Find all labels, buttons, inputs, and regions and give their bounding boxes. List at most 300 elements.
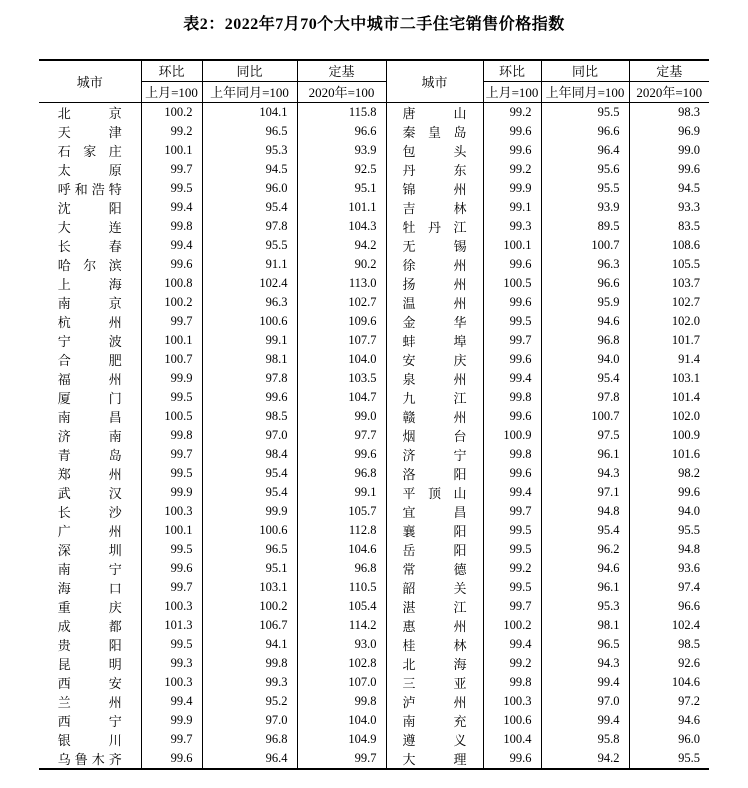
city-cell: [39, 464, 141, 483]
city-cell: [39, 616, 141, 635]
mom-value: 99.7: [483, 597, 541, 616]
fixedbase-value: 107.7: [297, 331, 386, 350]
yoy-value: 106.7: [202, 616, 297, 635]
city-cell: [386, 673, 483, 692]
yoy-value: 96.6: [541, 274, 629, 293]
fixedbase-value: 105.4: [297, 597, 386, 616]
yoy-value: 99.9: [202, 502, 297, 521]
city-name: 洛阳: [402, 466, 467, 482]
city-name: 广州: [57, 523, 122, 539]
city-name: 无锡: [402, 238, 467, 254]
city-name: 天津: [57, 124, 122, 140]
city-cell: [39, 711, 141, 730]
mom-value: 99.4: [141, 198, 202, 217]
fixedbase-value: 95.5: [629, 749, 709, 769]
city-cell: [39, 122, 141, 141]
fixedbase-value: 94.2: [297, 236, 386, 255]
yoy-value: 96.8: [202, 730, 297, 749]
city-cell: [39, 730, 141, 749]
table-row: [39, 141, 709, 160]
yoy-value: 97.0: [202, 426, 297, 445]
mom-value: 99.8: [141, 217, 202, 236]
city-name: 长春: [57, 238, 122, 254]
city-name: 哈尔滨: [57, 257, 122, 273]
table-row: [39, 559, 709, 578]
yoy-value: 95.4: [202, 464, 297, 483]
city-name: 昆明: [57, 656, 122, 672]
city-cell: [386, 464, 483, 483]
city-cell: [39, 198, 141, 217]
mom-value: 100.6: [483, 711, 541, 730]
mom-value: 100.2: [483, 616, 541, 635]
yoy-value: 96.1: [541, 578, 629, 597]
mom-value: 99.4: [141, 692, 202, 711]
yoy-value: 99.3: [202, 673, 297, 692]
city-name: 福州: [57, 371, 122, 387]
city-cell: [39, 217, 141, 236]
city-cell: [39, 369, 141, 388]
city-name: 宁波: [57, 333, 122, 349]
mom-value: 99.9: [141, 483, 202, 502]
mom-value: 99.4: [483, 635, 541, 654]
yoy-value: 96.1: [541, 445, 629, 464]
city-cell: [39, 578, 141, 597]
mom-value: 99.6: [483, 407, 541, 426]
city-name: 三亚: [402, 675, 467, 691]
mom-value: 99.8: [483, 388, 541, 407]
city-cell: [386, 483, 483, 502]
mom-value: 99.7: [141, 730, 202, 749]
city-name: 海口: [57, 580, 122, 596]
city-name: 沈阳: [57, 200, 122, 216]
city-cell: [386, 312, 483, 331]
fixedbase-value: 104.6: [629, 673, 709, 692]
table-row: [39, 673, 709, 692]
city-name: 西宁: [57, 713, 122, 729]
mom-value: 99.4: [483, 483, 541, 502]
fixedbase-value: 98.2: [629, 464, 709, 483]
city-cell: [386, 730, 483, 749]
fixedbase-value: 102.0: [629, 407, 709, 426]
mom-value: 99.7: [483, 331, 541, 350]
yoy-value: 96.3: [541, 255, 629, 274]
city-name: 温州: [402, 295, 467, 311]
fixedbase-value: 107.0: [297, 673, 386, 692]
mom-value: 99.5: [483, 578, 541, 597]
fixedbase-value: 92.6: [629, 654, 709, 673]
table-row: [39, 483, 709, 502]
fixedbase-value: 90.2: [297, 255, 386, 274]
fixedbase-value: 105.7: [297, 502, 386, 521]
city-name: 扬州: [402, 276, 467, 292]
city-cell: [39, 521, 141, 540]
city-cell: [39, 331, 141, 350]
city-cell: [39, 654, 141, 673]
city-name: 赣州: [402, 409, 467, 425]
table-row: [39, 198, 709, 217]
city-name: 北京: [57, 105, 122, 121]
table-row: [39, 635, 709, 654]
subheader-mom-base-right: 上月=100: [483, 81, 541, 102]
table-row: [39, 293, 709, 312]
mom-value: 99.3: [141, 654, 202, 673]
yoy-value: 91.1: [202, 255, 297, 274]
yoy-value: 99.6: [202, 388, 297, 407]
yoy-value: 96.8: [541, 331, 629, 350]
yoy-value: 97.8: [202, 217, 297, 236]
fixedbase-value: 110.5: [297, 578, 386, 597]
fixedbase-value: 93.3: [629, 198, 709, 217]
mom-value: 99.5: [483, 540, 541, 559]
fixedbase-value: 102.4: [629, 616, 709, 635]
column-header-mom-left: 环比: [141, 60, 202, 81]
fixedbase-value: 97.2: [629, 692, 709, 711]
city-name: 重庆: [57, 599, 122, 615]
column-header-city-right: 城市: [386, 60, 483, 102]
fixedbase-value: 100.9: [629, 426, 709, 445]
mom-value: 100.1: [141, 521, 202, 540]
yoy-value: 94.1: [202, 635, 297, 654]
mom-value: 99.6: [483, 255, 541, 274]
yoy-value: 97.8: [541, 388, 629, 407]
table-row: [39, 312, 709, 331]
yoy-value: 100.7: [541, 407, 629, 426]
yoy-value: 95.3: [541, 597, 629, 616]
city-name: 兰州: [57, 694, 122, 710]
city-name: 银川: [57, 732, 122, 748]
subheader-mom-base-left: 上月=100: [141, 81, 202, 102]
city-name: 长沙: [57, 504, 122, 520]
table-row: [39, 597, 709, 616]
fixedbase-value: 95.1: [297, 179, 386, 198]
price-index-table: [39, 59, 709, 770]
table-row: [39, 407, 709, 426]
city-name: 大连: [57, 219, 122, 235]
table-row: [39, 236, 709, 255]
yoy-value: 97.5: [541, 426, 629, 445]
mom-value: 99.6: [141, 255, 202, 274]
table-row: [39, 369, 709, 388]
yoy-value: 96.0: [202, 179, 297, 198]
yoy-value: 100.6: [202, 521, 297, 540]
city-cell: [39, 559, 141, 578]
city-cell: [39, 388, 141, 407]
city-name: 南宁: [57, 561, 122, 577]
mom-value: 99.2: [483, 102, 541, 122]
mom-value: 100.3: [141, 673, 202, 692]
yoy-value: 96.5: [202, 122, 297, 141]
city-cell: [39, 350, 141, 369]
mom-value: 99.5: [141, 635, 202, 654]
city-cell: [39, 673, 141, 692]
fixedbase-value: 108.6: [629, 236, 709, 255]
city-name: 上海: [57, 276, 122, 292]
fixedbase-value: 114.2: [297, 616, 386, 635]
yoy-value: 97.8: [202, 369, 297, 388]
table-row: [39, 160, 709, 179]
yoy-value: 99.4: [541, 673, 629, 692]
mom-value: 100.1: [141, 331, 202, 350]
table-row: [39, 578, 709, 597]
city-name: 济南: [57, 428, 122, 444]
city-cell: [386, 350, 483, 369]
mom-value: 99.3: [483, 217, 541, 236]
fixedbase-value: 94.0: [629, 502, 709, 521]
mom-value: 99.5: [483, 312, 541, 331]
mom-value: 99.6: [141, 749, 202, 769]
fixedbase-value: 94.6: [629, 711, 709, 730]
fixedbase-value: 92.5: [297, 160, 386, 179]
city-name: 南昌: [57, 409, 122, 425]
table-header: [39, 60, 709, 102]
fixedbase-value: 102.7: [297, 293, 386, 312]
city-cell: [39, 445, 141, 464]
fixedbase-value: 109.6: [297, 312, 386, 331]
city-cell: [39, 635, 141, 654]
city-name: 呼和浩特: [57, 181, 122, 197]
yoy-value: 95.5: [202, 236, 297, 255]
city-name: 石家庄: [57, 143, 122, 159]
city-cell: [39, 274, 141, 293]
city-name: 济宁: [402, 447, 467, 463]
yoy-value: 96.4: [202, 749, 297, 769]
fixedbase-value: 104.3: [297, 217, 386, 236]
city-name: 包头: [402, 143, 467, 159]
yoy-value: 95.5: [541, 179, 629, 198]
mom-value: 99.4: [483, 369, 541, 388]
fixedbase-value: 99.0: [629, 141, 709, 160]
yoy-value: 96.6: [541, 122, 629, 141]
city-cell: [386, 141, 483, 160]
city-name: 泉州: [402, 371, 467, 387]
table-row: [39, 255, 709, 274]
fixedbase-value: 93.9: [297, 141, 386, 160]
table-row: [39, 692, 709, 711]
mom-value: 99.5: [141, 179, 202, 198]
city-name: 牡丹江: [402, 219, 467, 235]
table-row: [39, 711, 709, 730]
city-cell: [39, 255, 141, 274]
fixedbase-value: 104.9: [297, 730, 386, 749]
fixedbase-value: 104.6: [297, 540, 386, 559]
city-cell: [386, 749, 483, 769]
table-row: [39, 730, 709, 749]
fixedbase-value: 112.8: [297, 521, 386, 540]
city-cell: [386, 331, 483, 350]
mom-value: 100.1: [483, 236, 541, 255]
table-row: [39, 331, 709, 350]
city-cell: [39, 597, 141, 616]
mom-value: 99.6: [483, 293, 541, 312]
mom-value: 99.1: [483, 198, 541, 217]
mom-value: 99.7: [141, 312, 202, 331]
city-cell: [386, 102, 483, 122]
fixedbase-value: 96.0: [629, 730, 709, 749]
yoy-value: 103.1: [202, 578, 297, 597]
city-cell: [386, 559, 483, 578]
yoy-value: 95.3: [202, 141, 297, 160]
city-cell: [386, 616, 483, 635]
mom-value: 99.5: [141, 388, 202, 407]
fixedbase-value: 98.5: [629, 635, 709, 654]
fixedbase-value: 103.5: [297, 369, 386, 388]
column-header-yoy-right: 同比: [541, 60, 629, 81]
mom-value: 99.6: [483, 749, 541, 769]
yoy-value: 89.5: [541, 217, 629, 236]
city-cell: [386, 578, 483, 597]
city-name: 泸州: [402, 694, 467, 710]
city-cell: [386, 692, 483, 711]
fixedbase-value: 99.8: [297, 692, 386, 711]
mom-value: 100.2: [141, 293, 202, 312]
yoy-value: 94.8: [541, 502, 629, 521]
column-header-fixedbase-right: 定基: [629, 60, 709, 81]
mom-value: 100.4: [483, 730, 541, 749]
table-row: [39, 388, 709, 407]
fixedbase-value: 98.3: [629, 102, 709, 122]
city-cell: [39, 407, 141, 426]
fixedbase-value: 99.6: [297, 445, 386, 464]
yoy-value: 98.1: [202, 350, 297, 369]
city-cell: [39, 502, 141, 521]
city-name: 杭州: [57, 314, 122, 330]
mom-value: 101.3: [141, 616, 202, 635]
city-cell: [386, 255, 483, 274]
city-name: 常德: [402, 561, 467, 577]
table-row: [39, 616, 709, 635]
yoy-value: 95.5: [541, 102, 629, 122]
fixedbase-value: 104.7: [297, 388, 386, 407]
city-name: 徐州: [402, 257, 467, 273]
column-header-yoy-left: 同比: [202, 60, 297, 81]
city-name: 韶关: [402, 580, 467, 596]
column-header-mom-right: 环比: [483, 60, 541, 81]
mom-value: 99.6: [141, 559, 202, 578]
city-name: 厦门: [57, 390, 122, 406]
fixedbase-value: 102.7: [629, 293, 709, 312]
yoy-value: 98.4: [202, 445, 297, 464]
fixedbase-value: 102.0: [629, 312, 709, 331]
yoy-value: 94.5: [202, 160, 297, 179]
fixedbase-value: 102.8: [297, 654, 386, 673]
mom-value: 100.5: [141, 407, 202, 426]
subheader-fixed-base-left: 2020年=100: [297, 81, 386, 102]
mom-value: 100.9: [483, 426, 541, 445]
fixedbase-value: 83.5: [629, 217, 709, 236]
yoy-value: 95.4: [541, 369, 629, 388]
column-header-city-left: 城市: [39, 60, 141, 102]
yoy-value: 93.9: [541, 198, 629, 217]
city-cell: [39, 160, 141, 179]
fixedbase-value: 96.9: [629, 122, 709, 141]
yoy-value: 96.5: [202, 540, 297, 559]
city-cell: [386, 445, 483, 464]
city-name: 锦州: [402, 181, 467, 197]
fixedbase-value: 99.7: [297, 749, 386, 769]
city-cell: [39, 426, 141, 445]
table-row: [39, 350, 709, 369]
yoy-value: 97.0: [541, 692, 629, 711]
city-name: 蚌埠: [402, 333, 467, 349]
city-name: 惠州: [402, 618, 467, 634]
mom-value: 99.2: [483, 160, 541, 179]
city-name: 宜昌: [402, 504, 467, 520]
city-cell: [39, 749, 141, 769]
fixedbase-value: 99.6: [629, 483, 709, 502]
yoy-value: 94.2: [541, 749, 629, 769]
yoy-value: 94.6: [541, 559, 629, 578]
city-name: 丹东: [402, 162, 467, 178]
fixedbase-value: 93.0: [297, 635, 386, 654]
city-cell: [39, 236, 141, 255]
fixedbase-value: 96.8: [297, 559, 386, 578]
yoy-value: 96.4: [541, 141, 629, 160]
city-name: 贵阳: [57, 637, 122, 653]
city-name: 安庆: [402, 352, 467, 368]
city-cell: [39, 293, 141, 312]
city-name: 太原: [57, 162, 122, 178]
yoy-value: 100.7: [541, 236, 629, 255]
city-name: 合肥: [57, 352, 122, 368]
city-name: 唐山: [402, 105, 467, 121]
yoy-value: 95.2: [202, 692, 297, 711]
city-name: 平顶山: [402, 485, 467, 501]
city-cell: [386, 521, 483, 540]
fixedbase-value: 103.1: [629, 369, 709, 388]
city-name: 九江: [402, 390, 467, 406]
table-row: [39, 102, 709, 122]
city-name: 成都: [57, 618, 122, 634]
fixedbase-value: 96.6: [297, 122, 386, 141]
mom-value: 100.8: [141, 274, 202, 293]
fixedbase-value: 94.8: [629, 540, 709, 559]
fixedbase-value: 101.7: [629, 331, 709, 350]
yoy-value: 94.3: [541, 654, 629, 673]
yoy-value: 95.4: [541, 521, 629, 540]
yoy-value: 95.9: [541, 293, 629, 312]
city-name: 西安: [57, 675, 122, 691]
city-cell: [386, 502, 483, 521]
fixedbase-value: 97.4: [629, 578, 709, 597]
city-name: 烟台: [402, 428, 467, 444]
city-name: 桂林: [402, 637, 467, 653]
table-row: [39, 749, 709, 769]
mom-value: 100.1: [141, 141, 202, 160]
city-cell: [386, 217, 483, 236]
mom-value: 100.2: [141, 102, 202, 122]
subheader-yoy-base-right: 上年同月=100: [541, 81, 629, 102]
city-cell: [386, 597, 483, 616]
mom-value: 99.9: [483, 179, 541, 198]
fixedbase-value: 91.4: [629, 350, 709, 369]
fixedbase-value: 97.7: [297, 426, 386, 445]
yoy-value: 100.2: [202, 597, 297, 616]
city-name: 南京: [57, 295, 122, 311]
mom-value: 99.5: [141, 540, 202, 559]
city-name: 岳阳: [402, 542, 467, 558]
city-cell: [39, 102, 141, 122]
mom-value: 99.2: [483, 559, 541, 578]
city-cell: [386, 274, 483, 293]
fixedbase-value: 101.6: [629, 445, 709, 464]
table-row: [39, 274, 709, 293]
yoy-value: 94.0: [541, 350, 629, 369]
city-cell: [386, 179, 483, 198]
mom-value: 99.6: [483, 141, 541, 160]
table-row: [39, 179, 709, 198]
mom-value: 99.8: [483, 673, 541, 692]
city-name: 襄阳: [402, 523, 467, 539]
